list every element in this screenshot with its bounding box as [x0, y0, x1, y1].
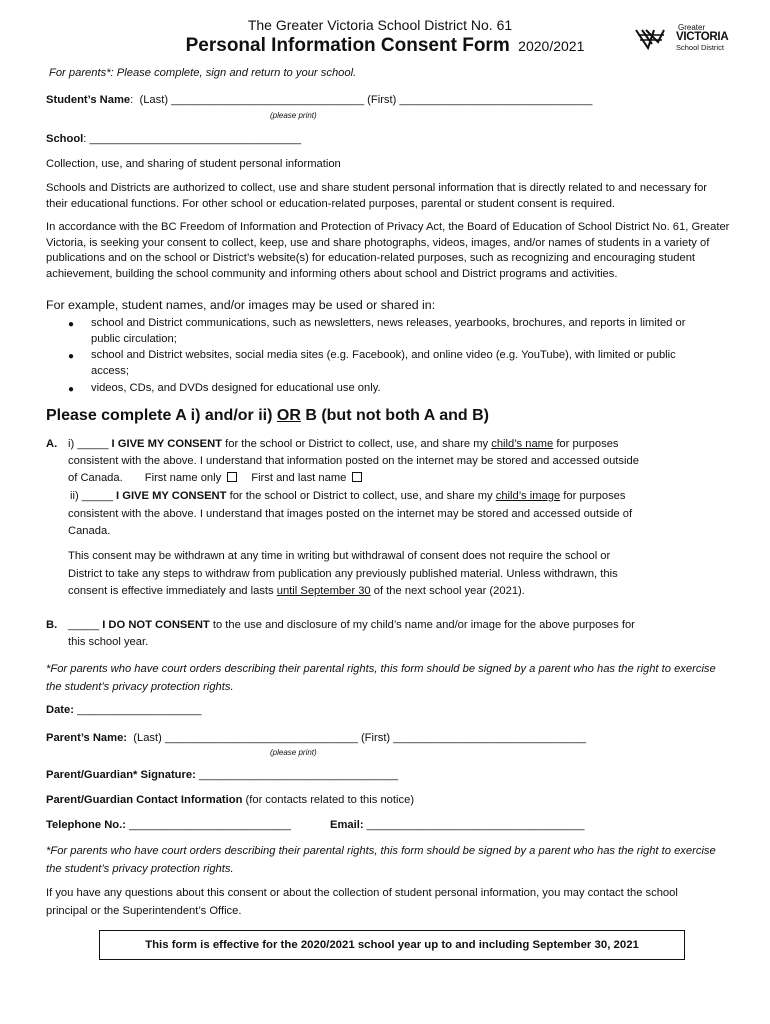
parent-name-row: Parent’s Name: (Last) _______________________________ (First) _______________________________ — [46, 732, 587, 744]
date-row: Date: ____________________ — [46, 704, 202, 716]
court-order-note-2: *For parents who have court orders describing their parental rights, this form should be signed by a parent who has the right to exercise the student’s privacy protection rights. — [46, 845, 716, 875]
checkbox-first-name-only[interactable] — [227, 472, 237, 482]
form-title-text: Personal Information Consent Form — [185, 35, 510, 56]
student-name-field[interactable]: : (Last) _______________________________ (First) _______________________________ — [130, 94, 593, 106]
logo-line2: VICTORIA — [676, 31, 729, 43]
student-print-note: (please print) — [270, 111, 317, 120]
email-row: Email: ___________________________________ — [330, 819, 585, 831]
withdraw-line3: consent is effective immediately and lasts until September 30 of the next school year (2021). — [68, 585, 525, 597]
signature-row: Parent/Guardian* Signature: ________________________________ — [46, 769, 399, 781]
court-order-note: *For parents who have court orders describing their parental rights, this form should be signed by a parent who has the right to exercise the student’s privacy protection rights. — [46, 663, 716, 693]
district-name: The Greater Victoria School District No. 61 — [247, 17, 513, 33]
effective-date-box — [99, 930, 685, 960]
section-heading: Collection, use, and sharing of student personal information — [46, 158, 341, 170]
example-intro: For example, student names, and/or images may be used or shared in: — [46, 298, 436, 312]
option-a-i-line3: of Canada. First name only First and last name — [68, 471, 362, 487]
parent-print-note: (please print) — [270, 748, 317, 757]
bullet-item-websites: school and District websites, social media sites (e.g. Facebook), and online video (e.g. YouTube), with limited or public access; — [91, 349, 676, 377]
parent-name-field[interactable]: (Last) _______________________________ (First) _______________________________ — [127, 732, 587, 744]
option-a-letter: A. — [46, 438, 58, 450]
consent-name-blank[interactable]: i) _____ — [68, 438, 112, 450]
bullet-icon: ● — [68, 384, 75, 395]
bullet-item-videos: videos, CDs, and DVDs designed for educational use only. — [91, 382, 381, 394]
option-b-line2: this school year. — [68, 636, 149, 648]
no-consent-blank[interactable]: _____ — [68, 619, 103, 631]
withdraw-line2: District to take any steps to withdraw from publication any previously published material. Unless withdrawn, this — [68, 568, 618, 580]
option-b-letter: B. — [46, 619, 58, 631]
option-a-i-line1: i) _____ I GIVE MY CONSENT for the school or District to collect, use, and share my child’s name for purposes — [68, 438, 619, 450]
telephone-row: Telephone No.: __________________________ — [46, 819, 291, 831]
bullet-icon: ● — [68, 319, 75, 330]
bullet-item-communications: school and District communications, such as newsletters, news releases, yearbooks, brochures, and reports in limited or public circulation; — [91, 317, 686, 345]
signature-field[interactable]: ________________________________ — [195, 769, 399, 781]
student-name-label: Student’s Name — [46, 94, 131, 106]
option-a-ii-line3: Canada. — [68, 525, 111, 537]
intro-text: For parents*: Please complete, sign and return to your school. — [49, 67, 357, 79]
contact-info-heading: Parent/Guardian Contact Information (for contacts related to this notice) — [46, 794, 415, 806]
district-logo — [634, 22, 732, 57]
student-name-row — [46, 93, 592, 109]
email-field[interactable]: ___________________________________ — [363, 819, 585, 831]
date-field[interactable]: ____________________ — [73, 704, 202, 716]
school-field[interactable]: : __________________________________ — [83, 133, 302, 145]
bullet-icon: ● — [68, 351, 75, 362]
checkbox-first-and-last-name[interactable] — [352, 472, 362, 482]
option-a-i-line2: consistent with the above. I understand that information posted on the internet may be stored and accessed outside — [68, 455, 639, 467]
complete-instructions-heading: Please complete A i) and/or ii) OR B (but not both A and B) — [46, 407, 489, 424]
withdraw-line1: This consent may be withdrawn at any time in writing but withdrawal of consent does not require the school or — [68, 550, 611, 562]
school-label: School — [46, 133, 84, 145]
logo-line1: Greater — [678, 23, 706, 32]
questions-contact-text: If you have any questions about this consent or about the collection of student personal information, you may contact the school principal or the Superintendent’s Office. — [46, 887, 678, 917]
form-year: 2020/2021 — [518, 38, 585, 54]
paragraph-foippa: In accordance with the BC Freedom of Information and Protection of Privacy Act, the Board of Education of School District No. 61, Greater Victoria, is seeking your consent to collect, keep, use and share photographs, videos, images, and/or names of students in a variety of publications and on the school or District’s website(s) for education-related purposes, such as recognizing and encouraging student achievement, building the school community and informing others about school and District programs and activities. — [46, 221, 730, 280]
consent-image-blank[interactable]: ii) _____ — [70, 490, 117, 502]
school-row — [46, 132, 301, 148]
option-b-line1: _____ I DO NOT CONSENT to the use and disclosure of my child’s name and/or image for the above purposes for — [68, 619, 635, 631]
paragraph-authorization: Schools and Districts are authorized to collect, use and share student personal information that is directly related to and necessary for their educational functions. For other school or education-related purposes, parental or student consent is required. — [46, 182, 708, 210]
option-a-ii-line2: consistent with the above. I understand that images posted on the internet may be stored and accessed outside of — [68, 508, 633, 520]
option-a-ii-line1: ii) _____ I GIVE MY CONSENT for the school or District to collect, use, and share my child’s image for purposes — [70, 490, 626, 502]
telephone-field[interactable]: __________________________ — [125, 819, 291, 831]
logo-line3: School District — [676, 43, 724, 52]
effective-date-text: This form is effective for the 2020/2021 school year up to and including September 30, 2021 — [145, 939, 639, 951]
